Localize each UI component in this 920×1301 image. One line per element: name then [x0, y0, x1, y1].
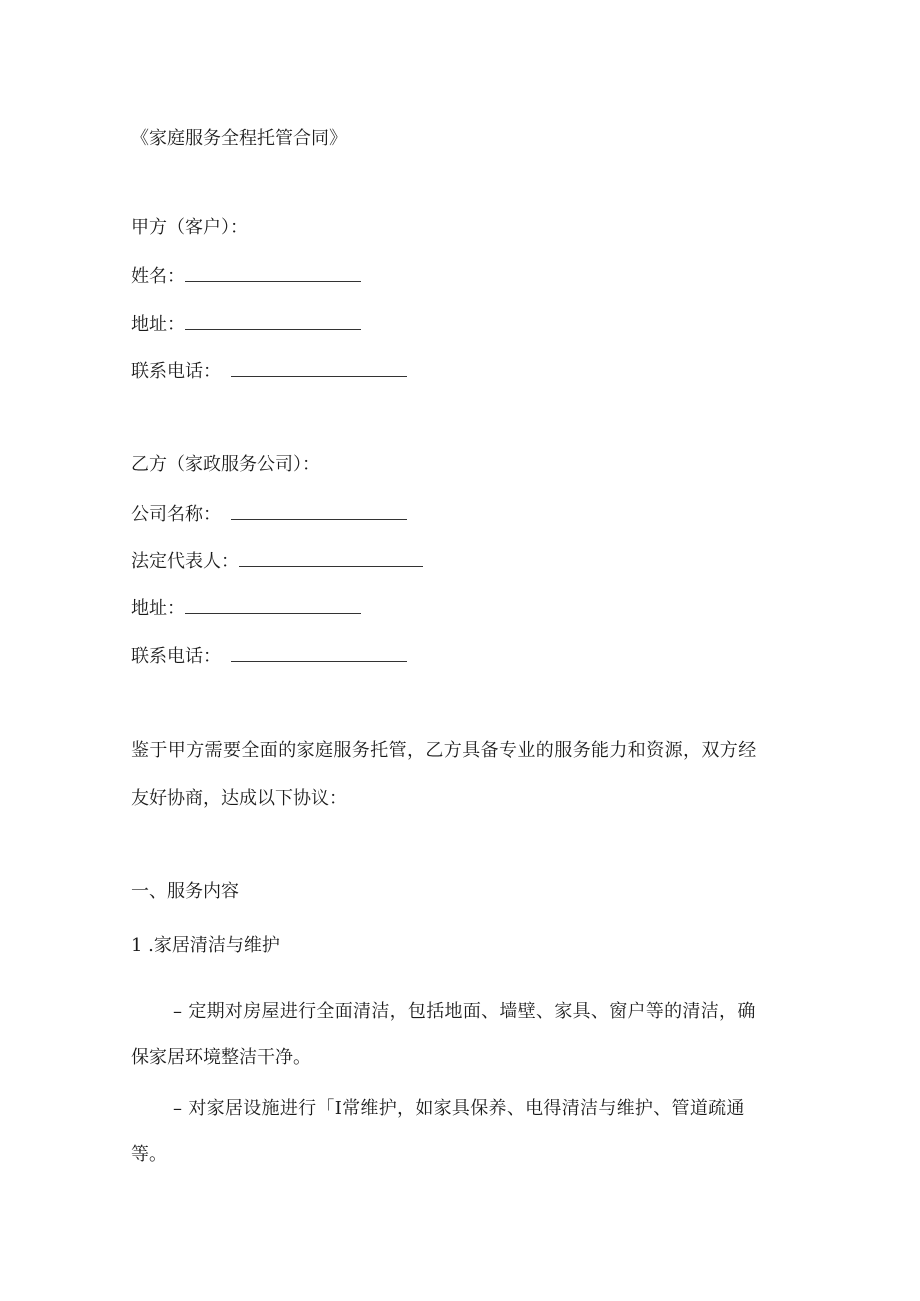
party-b-company-field — [131, 501, 407, 527]
bullet-2-line-1: – 对家居设施进行「I常维护，如家具保养、电得清洁与维护、管道疏通 — [173, 1098, 745, 1119]
field-label: 地址： — [131, 598, 185, 619]
party-b-address-field — [131, 595, 361, 621]
blank-line — [231, 358, 407, 377]
field-label: 地址： — [131, 314, 185, 335]
party-a-heading: 甲方（客户）： — [131, 217, 248, 238]
blank-line — [239, 548, 423, 567]
party-b-representative-field — [131, 548, 423, 574]
preamble-line-1: 鉴于甲方需要全面的家庭服务托管，乙方具备专业的服务能力和资源，双方经 — [131, 740, 757, 761]
bullet-1-line-2: 保家居环境整洁干净。 — [131, 1047, 311, 1068]
section-1-heading: 一、服务内容 — [131, 881, 239, 902]
blank-line — [185, 595, 361, 614]
blank-line — [231, 501, 407, 520]
field-label: 姓名： — [131, 266, 185, 287]
bullet-2-line-2: 等。 — [131, 1144, 167, 1165]
party-b-heading: 乙方（家政服务公司）： — [131, 454, 320, 475]
preamble-line-2: 友好协商，达成以下协议： — [131, 788, 347, 809]
party-a-phone-field — [131, 358, 407, 384]
blank-line — [185, 263, 361, 282]
blank-line — [231, 643, 407, 662]
blank-line — [185, 311, 361, 330]
document-title: 《家庭服务全程托管合同》 — [131, 128, 347, 149]
bullet-1-line-1: – 定期对房屋进行全面清洁，包括地面、墙壁、家具、窗户等的清洁，确 — [173, 1001, 756, 1022]
party-a-name-field — [131, 263, 361, 289]
field-label: 公司名称： — [131, 504, 221, 525]
field-label: 联系电话： — [131, 361, 221, 382]
party-a-address-field — [131, 311, 361, 337]
party-b-phone-field — [131, 643, 407, 669]
field-label: 法定代表人： — [131, 551, 239, 572]
item-1-heading: 1 .家居清洁与维护 — [131, 935, 280, 956]
field-label: 联系电话： — [131, 646, 221, 667]
